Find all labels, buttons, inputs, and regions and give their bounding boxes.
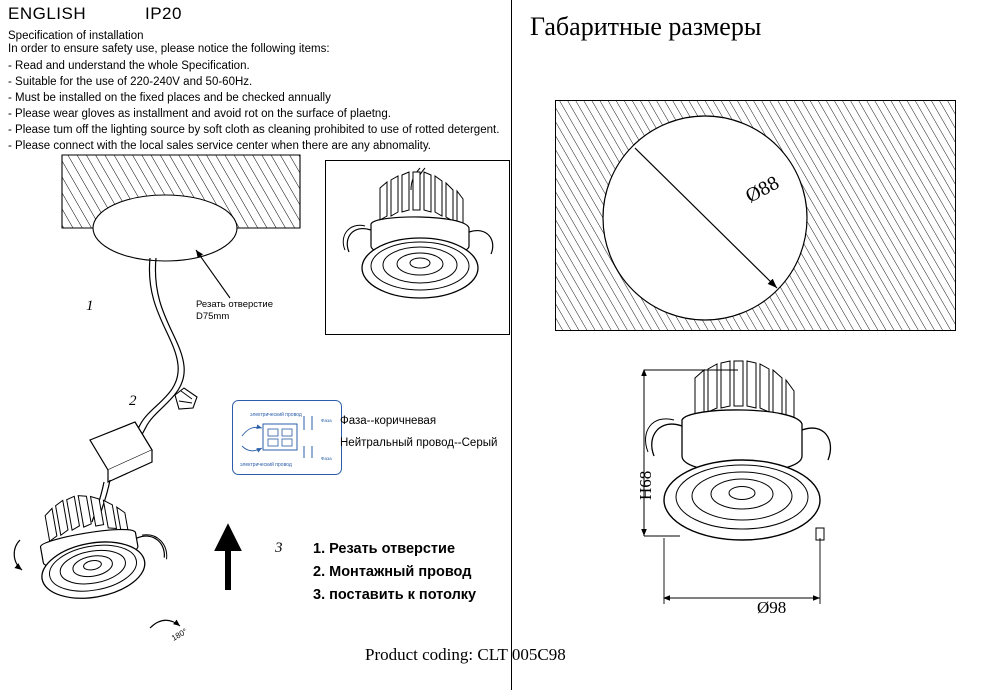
- spec-item: - Please wear gloves as installment and avoid rot on the surface of plaetng.: [8, 108, 391, 120]
- top-view-diagram: [545, 90, 975, 340]
- terminal-right-top-label: Фаза: [321, 418, 332, 423]
- up-arrow-icon: [216, 528, 240, 590]
- callout-3: 3: [275, 540, 283, 556]
- product-coding: Product coding: CLT 005C98: [365, 645, 566, 664]
- step-item: 1. Резать отверстие: [313, 541, 456, 557]
- step-item: 3. поставить к потолку: [313, 587, 477, 603]
- callout-2: 2: [129, 393, 137, 409]
- fixture-detail-inset: [325, 160, 510, 335]
- cut-hole-line-1: Резать отверстие: [196, 299, 273, 310]
- terminal-bottom-label: электрический провод: [240, 462, 292, 468]
- ceiling-slab: [62, 155, 300, 261]
- step-item: 2. Монтажный провод: [313, 564, 472, 580]
- installation-steps: [313, 538, 476, 607]
- language-label: ENGLISH: [8, 4, 87, 23]
- cut-hole-line-2: D75mm: [196, 311, 230, 322]
- diameter-88-label: Ø88: [742, 171, 783, 208]
- side-view-diagram: [620, 360, 960, 640]
- wiring-terminal-diagram: [232, 400, 342, 475]
- spec-item: - Please tum off the lighting source by soft cloth as cleaning prohibited to use of rotted detergent.: [8, 124, 500, 136]
- spec-item: - Suitable for the use of 220-240V and 50-60Hz.: [8, 76, 253, 88]
- diameter-98-label: Ø98: [757, 598, 787, 617]
- rotation-label: 180°: [170, 626, 189, 643]
- spec-title: Specification of installation: [8, 30, 144, 42]
- height-68-label: H68: [636, 470, 655, 500]
- downlight-fixture-tilted: [29, 482, 172, 605]
- cut-hole-label: [196, 299, 273, 323]
- dimensions-title: Габаритные размеры: [530, 12, 762, 41]
- spec-item-list: [8, 58, 499, 154]
- spec-item: - Please connect with the local sales service center when there are any abnomality.: [8, 140, 431, 152]
- spec-intro: In order to ensure safety use, please notice the following items:: [8, 43, 330, 55]
- spec-item: - Read and understand the whole Specification.: [8, 60, 250, 72]
- phase-wire-label: Фаза--коричневая: [340, 415, 437, 427]
- terminal-top-label: электрический провод: [250, 412, 302, 418]
- cable-clip: [175, 388, 197, 409]
- led-driver-box: [90, 422, 152, 482]
- ip-rating-label: IP20: [145, 4, 182, 23]
- terminal-right-bottom-label: Фаза: [321, 456, 332, 461]
- spec-item: - Must be installed on the fixed places and be checked annually: [8, 92, 331, 104]
- neutral-wire-label: Нейтральный провод--Серый: [340, 437, 498, 449]
- callout-1: 1: [86, 298, 94, 314]
